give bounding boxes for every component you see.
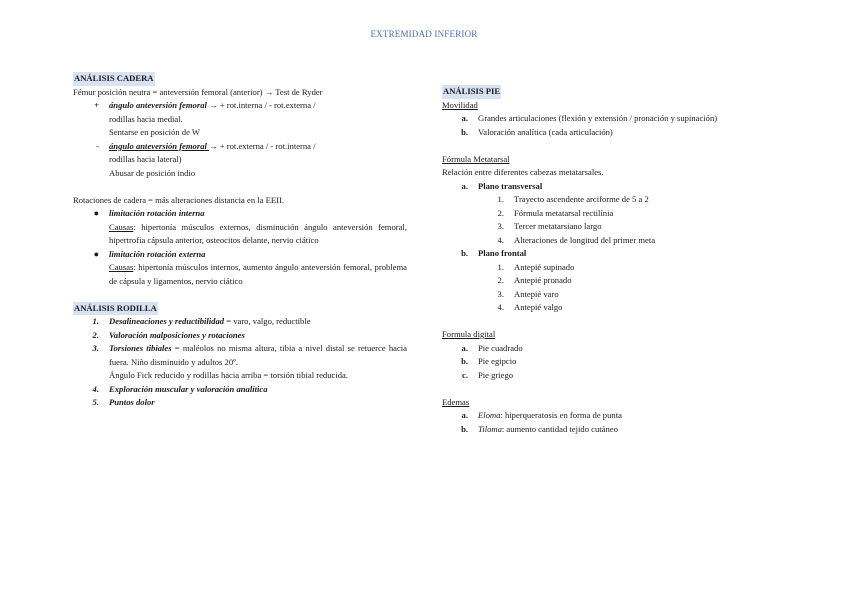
item-term: ángulo anteversión femoral xyxy=(109,140,210,151)
list-marker: 2. xyxy=(92,329,99,340)
list-marker: 4. xyxy=(92,383,99,394)
item-term: Desalineaciones y reductibilidad xyxy=(109,316,225,326)
list-marker: 5. xyxy=(92,397,99,407)
list-marker: 3. xyxy=(92,343,99,353)
digital-item xyxy=(442,355,775,369)
list-marker: c. xyxy=(462,369,468,380)
list-marker: 3. xyxy=(497,288,504,299)
metatarsal-item xyxy=(442,220,775,234)
causas-label: Causas xyxy=(109,221,134,232)
item-term: Valoración malposiciones y rotaciones xyxy=(109,329,245,340)
rodilla-item xyxy=(73,329,407,343)
cadera-item xyxy=(73,140,407,181)
list-marker: 4. xyxy=(497,234,504,245)
item-term: Exploración muscular y valoración analítica xyxy=(109,383,268,394)
item-term: limitación rotación externa xyxy=(109,248,206,259)
digital-title: Formula digital xyxy=(442,329,496,339)
item-text: → + rot.interna / - rot.externa / xyxy=(206,100,316,110)
metatarsal-group xyxy=(442,247,775,261)
rodilla-item xyxy=(73,396,407,410)
item-text: Fórmula metatarsal rectilínia xyxy=(514,207,614,218)
cadera-heading: ANÁLISIS CADERA xyxy=(73,72,155,86)
item-term: limitación rotación interna xyxy=(109,208,205,218)
movilidad-title: Movilidad xyxy=(442,99,478,110)
item-text: rodillas hacia medial. xyxy=(109,113,183,124)
item-text: Antepié varo xyxy=(514,288,559,299)
item-text: rodillas hacia lateral) xyxy=(109,154,182,164)
digital-item xyxy=(442,369,775,383)
item-text: : aumento cantidad tejido cutáneo xyxy=(501,423,618,434)
rodilla-item xyxy=(73,315,407,329)
item-text: Antepié pronado xyxy=(514,275,572,285)
list-marker: a. xyxy=(461,113,468,123)
left-column xyxy=(73,72,407,410)
metatarsal-item xyxy=(442,301,775,315)
item-term: Tiloma xyxy=(478,423,502,434)
rodilla-heading: ANÁLISIS RODILLA xyxy=(73,302,158,316)
metatarsal-group xyxy=(442,180,775,194)
item-text: → + rot.externa / - rot.interna / xyxy=(209,140,316,151)
item-text: Pie cuadrado xyxy=(478,342,523,353)
metatarsal-item xyxy=(442,207,775,221)
group-label: Plano transversal xyxy=(478,180,543,191)
movilidad-item xyxy=(442,126,775,140)
list-marker: 1. xyxy=(497,194,504,204)
list-marker: 2. xyxy=(497,207,504,218)
list-marker: b. xyxy=(461,423,468,434)
rodilla-item xyxy=(73,383,407,397)
item-term: ángulo anteversión femoral xyxy=(109,100,207,110)
item-text: Antepié supinado xyxy=(514,261,575,272)
edemas-item xyxy=(442,409,775,423)
metatarsal-title: Fórmula Metatarsal xyxy=(442,153,510,164)
item-text: Trayecto ascendente arciforme de 5 a 2 xyxy=(514,194,649,204)
pie-heading: ANÁLISIS PIE xyxy=(442,85,501,99)
metatarsal-item xyxy=(442,274,775,288)
edemas-item xyxy=(442,423,775,437)
item-text: = maléolos no misma altura, tibia a nivel distal se retuerce hacia fuera. Niño disminuido y adultos 20º. xyxy=(109,343,407,367)
item-text: Valoración analítica (cada articulación) xyxy=(478,126,613,137)
list-marker: b. xyxy=(461,126,468,137)
item-text: Pie egipcio xyxy=(478,356,517,366)
item-text: Sentarse en posición de W xyxy=(109,127,201,137)
group-label: Plano frontal xyxy=(478,248,527,258)
list-marker: - xyxy=(96,140,99,151)
item-text: Alteraciones de longitud del primer meta xyxy=(514,234,656,245)
bullet-icon: ● xyxy=(93,248,99,259)
rotaciones-text: Rotaciones de cadera = más alteraciones distancia en la EEII. xyxy=(73,194,285,205)
metatarsal-item xyxy=(442,288,775,302)
movilidad-item xyxy=(442,112,775,126)
list-marker: a. xyxy=(461,180,468,191)
right-column xyxy=(442,85,775,436)
limitacion-item xyxy=(73,207,407,248)
metatarsal-item xyxy=(442,193,775,207)
list-marker: + xyxy=(94,100,99,110)
metatarsal-item xyxy=(442,234,775,248)
cadera-intro: Fémur posición neutra = anteversión femoral (anterior) → Test de Ryder xyxy=(73,86,323,97)
digital-item xyxy=(442,342,775,356)
rodilla-item xyxy=(73,342,407,383)
list-marker: a. xyxy=(461,342,468,353)
item-text: Antepié valgo xyxy=(514,302,563,312)
item-text: Grandes articulaciones (flexión y extensión / pronación y supinación) xyxy=(478,113,718,123)
metatarsal-intro: Relación entre diferentes cabezas metatarsales. xyxy=(442,167,604,177)
item-term: Eloma xyxy=(478,410,501,420)
metatarsal-item xyxy=(442,261,775,275)
item-text: : hiperqueratosis en forma de punta xyxy=(500,410,622,420)
list-marker: 1. xyxy=(92,316,99,326)
item-text: = varo, valgo, reductible xyxy=(224,316,311,326)
bullet-icon: ● xyxy=(93,208,99,218)
list-marker: 2. xyxy=(497,275,504,285)
item-term: Puntos dolor xyxy=(109,397,155,407)
list-marker: b. xyxy=(461,356,468,366)
item-text: Pie griego xyxy=(478,369,514,380)
causas-label: Causas xyxy=(109,262,134,272)
causas-text: : hipertonía músculos externos, disminución ángulo anteversión femoral, hipertrofia cápsula anterior, osteocitos delante, nervio ciático xyxy=(109,221,407,245)
item-text: Abusar de posición indio xyxy=(109,167,196,178)
causas-text: : hipertonía músculos internos, aumento ángulo anteversión femoral, problema de cápsula y ligamentos, nervio ciático xyxy=(109,262,407,286)
list-marker: 1. xyxy=(497,261,504,272)
cadera-item xyxy=(73,99,407,140)
page-title: EXTREMIDAD INFERIOR xyxy=(370,29,478,39)
limitacion-item xyxy=(73,248,407,289)
edemas-title: Edemas xyxy=(442,396,470,407)
item-term: Torsiones tibiales xyxy=(109,343,172,353)
list-marker: b. xyxy=(461,248,468,258)
item-text: Ángulo Fick reducido y rodillas hacia arriba = torsión tibial reducida. xyxy=(109,370,348,380)
list-marker: a. xyxy=(461,410,468,420)
item-text: Tercer metatarsiano largo xyxy=(514,221,602,231)
list-marker: 4. xyxy=(497,302,504,312)
list-marker: 3. xyxy=(497,221,504,231)
